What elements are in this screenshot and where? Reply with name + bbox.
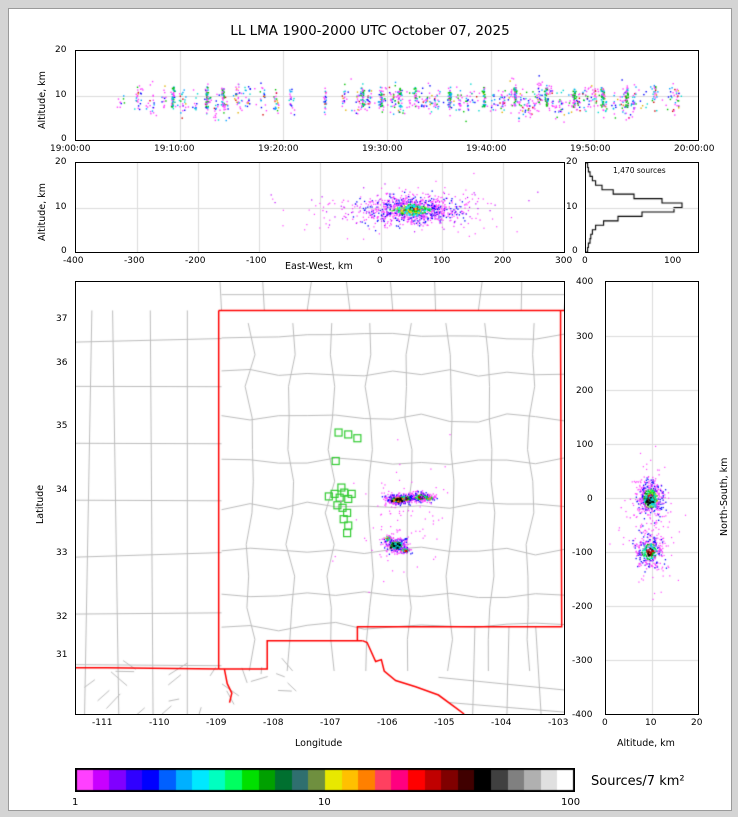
ns-xtick-20: 20 (691, 718, 703, 728)
panel-time-altitude (75, 50, 699, 141)
map-xtick-m109: -109 (206, 718, 227, 728)
p2-ytick-0: 0 (61, 246, 67, 256)
p3-ytick-20: 20 (566, 157, 578, 167)
map-ytick-33: 33 (56, 548, 68, 558)
map-ytick-31: 31 (56, 650, 68, 660)
map-ytick-35: 35 (56, 421, 68, 431)
panel-eastwest-ylabel: Altitude, km (37, 183, 48, 241)
panel-altitude-histogram (585, 162, 699, 253)
ns-ytick-m200: -200 (572, 602, 593, 612)
colorbar-label: Sources/7 km² (591, 774, 685, 789)
ns-ytick-m400: -400 (572, 710, 593, 720)
panel-time-altitude-ylabel: Altitude, km (37, 71, 48, 129)
map-ytick-36: 36 (56, 358, 68, 368)
source-count-label: 1,470 sources (613, 166, 666, 175)
panel-altitude-northsouth (605, 281, 699, 715)
p2-ytick-20: 20 (55, 157, 67, 167)
map-ytick-32: 32 (56, 612, 68, 622)
p2-xtick-5: 100 (433, 256, 451, 266)
ns-xtick-0: 0 (602, 718, 608, 728)
colorbar-tick-100: 100 (561, 797, 581, 808)
map-xtick-m111: -111 (92, 718, 113, 728)
p3-xtick-100: 100 (664, 256, 682, 266)
ns-ytick-0: 0 (587, 494, 593, 504)
ns-ytick-400: 400 (576, 277, 594, 287)
colorbar-tick-1: 1 (72, 797, 79, 808)
p1-xtick-6: 20:00:00 (674, 144, 715, 154)
ns-ytick-100: 100 (576, 440, 594, 450)
panel-eastwest-altitude (75, 162, 565, 253)
panel-map-xlabel: Longitude (295, 738, 343, 749)
panel-ns-ylabel: North-South, km (719, 457, 730, 536)
ns-xtick-10: 10 (645, 718, 657, 728)
p3-ytick-0: 0 (572, 246, 578, 256)
ns-ytick-300: 300 (576, 332, 594, 342)
ns-ytick-m100: -100 (572, 548, 593, 558)
panel-map (75, 281, 565, 715)
p1-xtick-1: 19:10:00 (154, 144, 195, 154)
panel-ns-xlabel: Altitude, km (617, 738, 675, 749)
map-ytick-34: 34 (56, 485, 68, 495)
ns-ytick-m300: -300 (572, 656, 593, 666)
p3-xtick-0: 0 (582, 256, 588, 266)
figure-root (8, 8, 732, 811)
p1-xtick-3: 19:30:00 (362, 144, 403, 154)
p1-ytick-20: 20 (55, 45, 67, 55)
panel-eastwest-xlabel: East-West, km (285, 261, 353, 272)
p1-xtick-0: 19:00:00 (50, 144, 91, 154)
p1-xtick-2: 19:20:00 (258, 144, 299, 154)
map-xtick-m108: -108 (263, 718, 284, 728)
p2-xtick-6: 200 (494, 256, 512, 266)
map-xtick-m107: -107 (320, 718, 341, 728)
map-xtick-m105: -105 (434, 718, 455, 728)
map-ytick-37: 37 (56, 314, 68, 324)
map-xtick-m103: -103 (548, 718, 569, 728)
colorbar-tick-10: 10 (318, 797, 331, 808)
p2-xtick-2: -200 (185, 256, 206, 266)
colorbar (75, 768, 575, 792)
p2-xtick-1: -300 (124, 256, 145, 266)
panel-map-ylabel: Latitude (35, 484, 46, 524)
p1-xtick-5: 19:50:00 (570, 144, 611, 154)
p3-ytick-10: 10 (566, 202, 578, 212)
page-title: LL LMA 1900-2000 UTC October 07, 2025 (230, 23, 510, 39)
p2-xtick-4: 0 (377, 256, 383, 266)
map-xtick-m106: -106 (377, 718, 398, 728)
p2-xtick-0: -400 (63, 256, 84, 266)
p2-xtick-7: 300 (555, 256, 573, 266)
p1-ytick-10: 10 (55, 90, 67, 100)
ns-ytick-200: 200 (576, 386, 594, 396)
map-xtick-m104: -104 (491, 718, 512, 728)
p2-ytick-10: 10 (55, 202, 67, 212)
p1-xtick-4: 19:40:00 (466, 144, 507, 154)
p1-ytick-0: 0 (61, 134, 67, 144)
map-xtick-m110: -110 (149, 718, 170, 728)
p2-xtick-3: -100 (246, 256, 267, 266)
